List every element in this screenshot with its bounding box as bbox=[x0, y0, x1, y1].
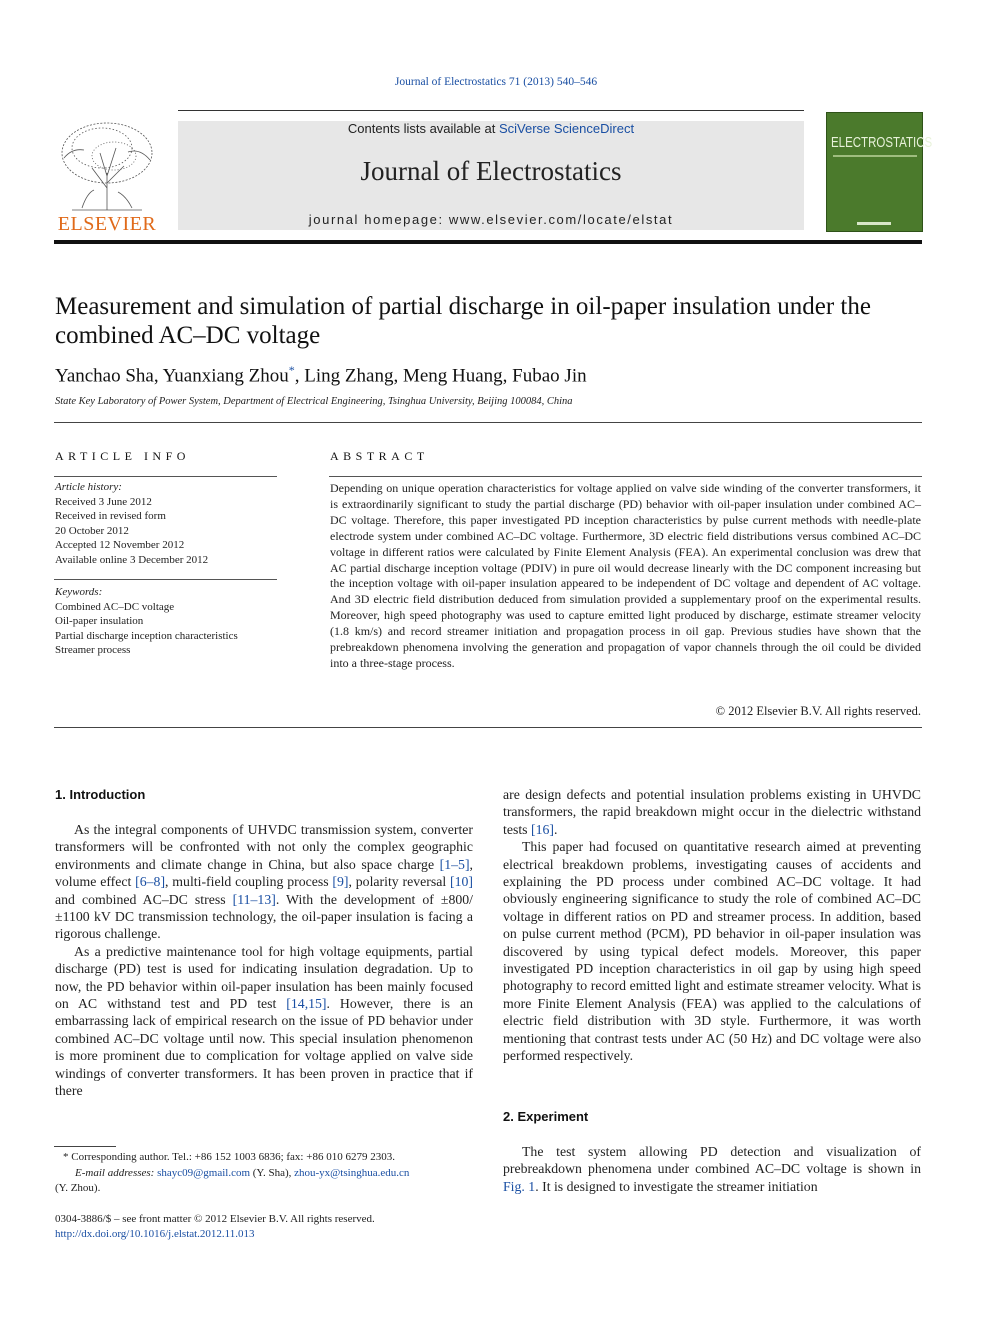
paragraph bbox=[55, 943, 473, 1100]
keyword-item: Partial discharge inception characteristics bbox=[55, 629, 238, 642]
text-run: and combined AC–DC stress bbox=[55, 891, 233, 907]
keywords bbox=[55, 585, 277, 658]
footnote-text: Corresponding author. Tel.: +86 152 1003 6836; fax: +86 010 6279 2303. bbox=[68, 1151, 395, 1163]
corresponding-author-note bbox=[55, 1150, 473, 1166]
article-history bbox=[55, 480, 277, 567]
abstract-heading: ABSTRACT bbox=[330, 449, 429, 463]
author-list bbox=[55, 363, 587, 387]
article-title: Measurement and simulation of partial discharge in oil-paper insulation under the combined AC–DC voltage bbox=[55, 293, 871, 349]
reference-link[interactable]: [11–13] bbox=[232, 891, 276, 907]
email-label: E-mail addresses: bbox=[75, 1166, 155, 1179]
text-run: . However, there is an embarrassing lack of empirical research on the issue of PD behavior under combined AC–DC voltage until now. This special insulation phenomenon is more prominent due to complication for voltage applied on valve side windings of converter transformers. It has been proven in practice that if there bbox=[55, 996, 473, 1099]
paragraph bbox=[503, 1143, 921, 1195]
cover-subtitle-bar bbox=[833, 155, 917, 157]
reference-link[interactable]: [10] bbox=[449, 874, 473, 890]
keyword-item: Combined AC–DC voltage bbox=[55, 600, 175, 613]
reference-link[interactable]: [16] bbox=[530, 821, 554, 837]
front-matter-line: 0304-3886/$ – see front matter © 2012 Elsevier B.V. All rights reserved. bbox=[55, 1213, 375, 1225]
cover-footer-bar bbox=[857, 222, 891, 225]
journal-banner bbox=[178, 121, 804, 230]
keywords-rule bbox=[54, 579, 277, 580]
text-run: As the integral components of UHVDC transmission system, converter transformers will be confronted with not only the complex geographic environments and climate change in China, but also space charge bbox=[55, 822, 473, 872]
figure-link[interactable]: Fig. 1 bbox=[503, 1178, 536, 1194]
corresponding-author-marker[interactable]: * bbox=[288, 363, 295, 377]
history-item: Available online 3 December 2012 bbox=[55, 553, 209, 566]
text-run: . With the development of ±800/±1100 kV DC transmission technology, the oil-paper insulation is facing a rigorous challenge. bbox=[55, 891, 473, 942]
body-column-right-lower bbox=[503, 1143, 921, 1195]
history-item: Received in revised form bbox=[55, 510, 166, 522]
header-rule bbox=[178, 110, 804, 111]
paragraph bbox=[503, 786, 921, 838]
contents-prefix: Contents lists available at bbox=[347, 121, 499, 136]
paragraph: This paper had focused on quantitative research aimed at preventing electrical breakdown problems, investigating causes of accidents and explaining the PD process under combined AC–DC voltage. It had obviously engineering significance to study the role of combined AC–DC voltage in different ratios on PD and streamer process. In addition, based on pulse current method (PCM), PD behavior in oil-paper insulation was discovered by using typical defect models. Moreover, this paper investigated PD inception characteristics in oil gap by using high speed photography to record emitted light and estimate streamer velocity. What is more Finite Element Analysis (FEA) was applied to the calculations of electric field distribution with 3D style. Furthermore, it was worth mentioning that contrast tests under AC (50 Hz) and DC voltage were also performed respectively. bbox=[503, 839, 921, 1064]
doi-link[interactable]: http://dx.doi.org/10.1016/j.elstat.2012.11.013 bbox=[55, 1228, 255, 1240]
body-column-left bbox=[55, 821, 473, 1100]
cover-title: ELECTROSTATICS bbox=[831, 135, 933, 151]
journal-citation[interactable]: Journal of Electrostatics 71 (2013) 540–546 bbox=[394, 76, 598, 88]
abstract-copyright: © 2012 Elsevier B.V. All rights reserved. bbox=[715, 704, 921, 718]
abstract-text: Depending on unique operation characteristics for voltage applied on valve side winding of the converter transformers, it is extraordinarily significant to study the partial discharge (PD) behavior with oil-paper insulation under combined AC–DC voltage. Therefore, this paper investigated PD inception characteristics by pulse current methods with needle-plate electrode system under combined AC–DC voltage. Furthermore, 3D electric field distributions versus combined AC–DC voltage in different ratios were calculated by Finite Element Analysis (FEA). An experimental conclusion was drew that AC partial discharge inception voltage (PDIV) in pure oil would decrease linearly with the DC component increasing but the inception voltage with oil-paper insulation appeared to be independent of DC voltage and dependent of AC voltage. And 3D electric field distribution deduced from simulation provided a supplementary proof on the experimental results. Moreover, high speed photography was used to capture emitted light produced by discharge, estimate streamer velocity (1.8 km/s) and record streamer initiation and propagation process in oil gap. Previous studies have shown that the prebreakdown phenomena involving the generation and propagation of vapor channels through the oil could be divided into a three-stage process. bbox=[330, 481, 921, 670]
text-run: , multi-field coupling process bbox=[165, 874, 333, 890]
journal-homepage[interactable]: journal homepage: www.elsevier.com/locate/elstat bbox=[308, 212, 674, 227]
text-run: are design defects and potential insulation problems existing in UHVDC transformers, the rapid breakdown might occur in the dielectric withstand tests bbox=[503, 787, 921, 837]
elsevier-tree-icon bbox=[52, 118, 162, 214]
history-item: Received 3 June 2012 bbox=[55, 495, 152, 508]
abstract-rule bbox=[329, 476, 922, 477]
section-heading-experiment: 2. Experiment bbox=[503, 1109, 589, 1124]
paragraph bbox=[55, 821, 473, 943]
affiliation: State Key Laboratory of Power System, Department of Electrical Engineering, Tsinghua University, Beijing 100084, China bbox=[55, 396, 573, 407]
keywords-label: Keywords: bbox=[55, 586, 103, 598]
keyword-item: Oil-paper insulation bbox=[55, 615, 144, 627]
email-owner-line: (Y. Zhou). bbox=[55, 1182, 101, 1194]
body-column-right bbox=[503, 786, 921, 1065]
journal-title: Journal of Electrostatics bbox=[360, 156, 622, 186]
footnote-star: * bbox=[63, 1151, 69, 1163]
elsevier-wordmark: ELSEVIER bbox=[57, 213, 157, 235]
email-link[interactable]: zhou-yx@tsinghua.edu.cn bbox=[294, 1166, 410, 1179]
text-run: , volume effect bbox=[55, 856, 473, 890]
authors-rest: , Ling Zhang, Meng Huang, Fubao Jin bbox=[294, 365, 587, 387]
text-run: As a predictive maintenance tool for high voltage equipments, partial discharge (PD) test is used for indicating insulation degradation. Up to now, the PD behavior within oil-paper insulation has been mainly focused on AC withstand test and PD test bbox=[55, 943, 473, 1012]
email-owner: (Y. Sha), bbox=[250, 1166, 295, 1179]
article-info-heading: ARTICLE INFO bbox=[55, 449, 190, 463]
header-thick-rule bbox=[54, 240, 922, 244]
history-item: 20 October 2012 bbox=[55, 524, 129, 537]
elsevier-logo bbox=[52, 118, 162, 236]
front-matter bbox=[55, 1212, 473, 1242]
section-heading-introduction: 1. Introduction bbox=[55, 787, 146, 802]
text-run: . bbox=[553, 821, 558, 837]
reference-link[interactable]: [6–8] bbox=[135, 874, 166, 890]
affiliation-rule bbox=[54, 422, 922, 423]
history-item: Accepted 12 November 2012 bbox=[55, 539, 185, 551]
footnote-rule bbox=[54, 1146, 116, 1147]
contents-line bbox=[178, 121, 804, 136]
authors-first: Yanchao Sha, Yuanxiang Zhou bbox=[55, 365, 289, 387]
text-run: The test system allowing PD detection and visualization of prebreakdown phenomena under combined AC–DC voltage is shown in bbox=[503, 1144, 921, 1177]
sciencedirect-link[interactable]: SciVerse ScienceDirect bbox=[498, 121, 635, 136]
email-line bbox=[55, 1166, 473, 1182]
keyword-item: Streamer process bbox=[55, 644, 131, 656]
email-link[interactable]: shayc09@gmail.com bbox=[157, 1166, 251, 1179]
abstract-bottom-rule bbox=[54, 727, 922, 728]
reference-link[interactable]: [1–5] bbox=[439, 856, 470, 872]
text-run: . It is designed to investigate the streamer initiation bbox=[535, 1178, 818, 1194]
reference-link[interactable]: [9] bbox=[332, 874, 349, 890]
reference-link[interactable]: [14,15] bbox=[286, 996, 327, 1012]
article-info-rule bbox=[54, 476, 277, 477]
footnote bbox=[55, 1150, 473, 1197]
journal-cover bbox=[826, 112, 933, 232]
text-run: , polarity reversal bbox=[348, 874, 450, 890]
history-label: Article history: bbox=[55, 481, 122, 493]
